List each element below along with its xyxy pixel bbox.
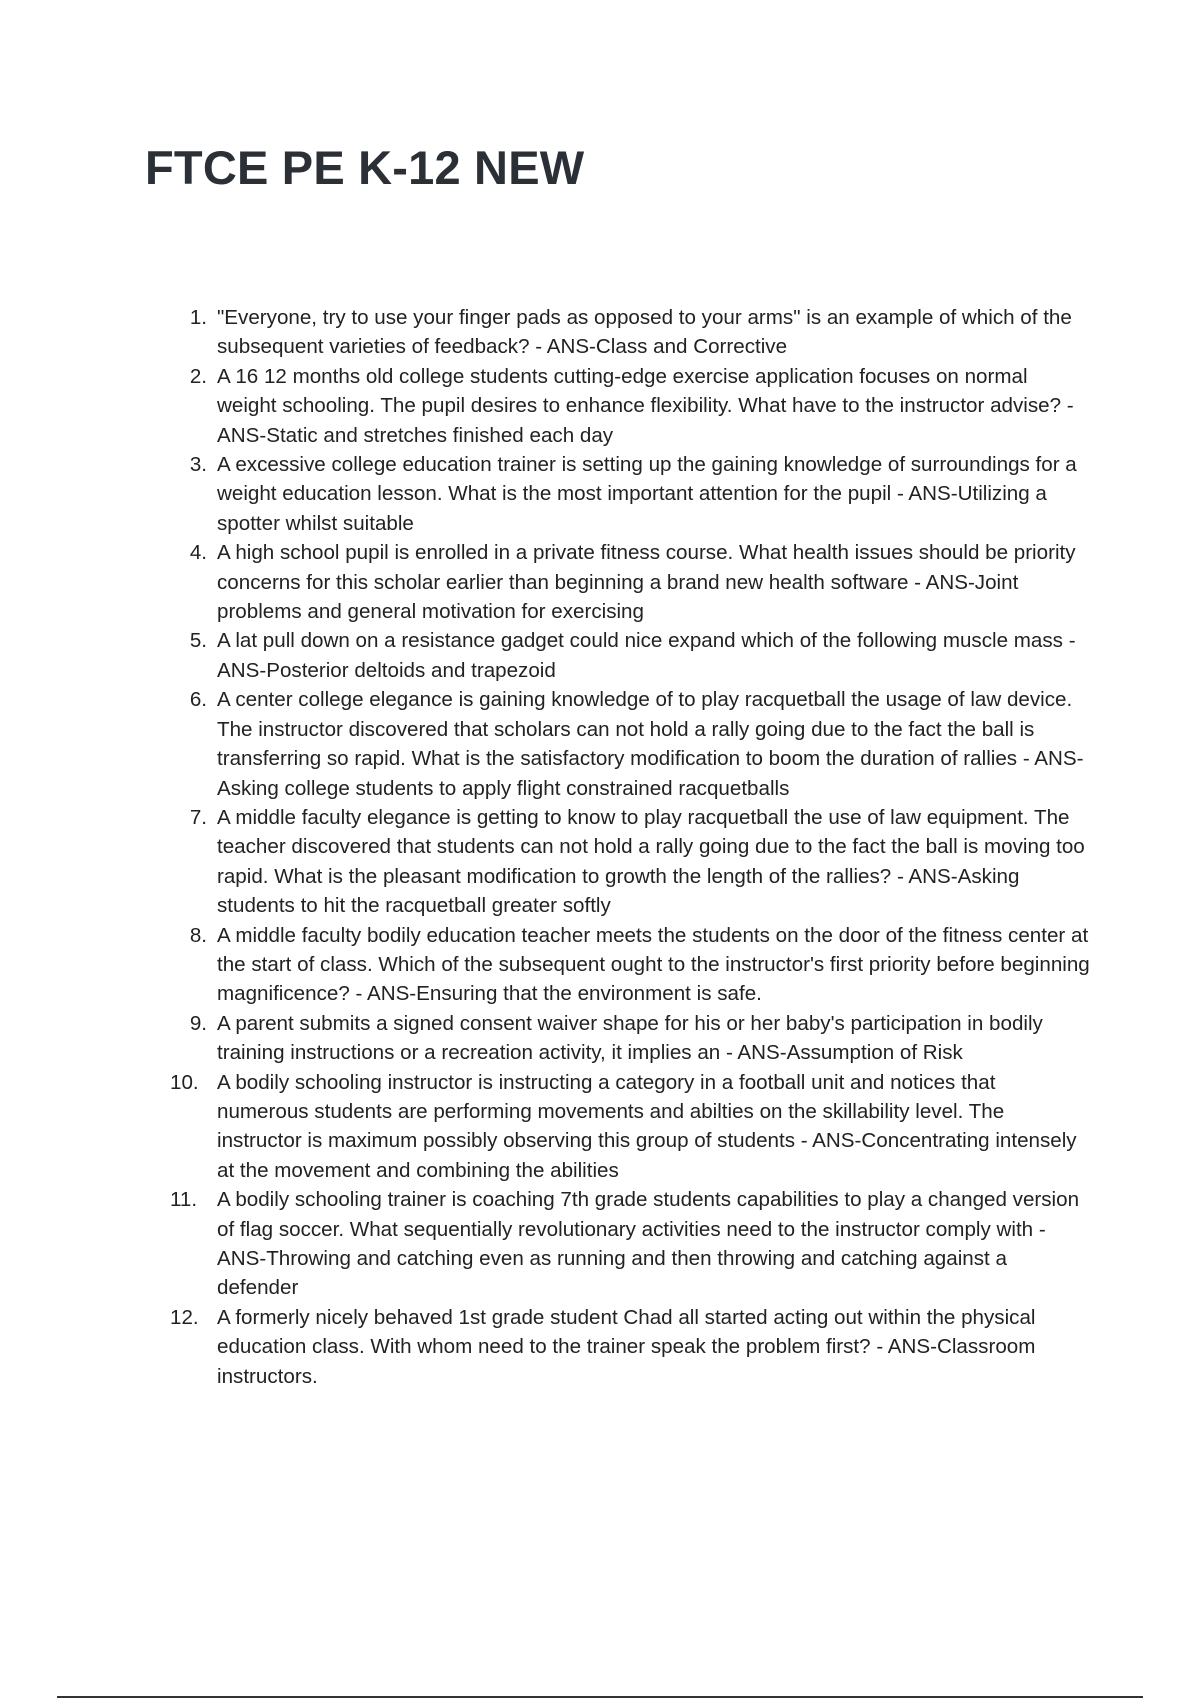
item-text: A parent submits a signed consent waiver shape for his or her baby's participation in bodily training instructions or a recreation activity, it implies an - ANS-Assumption of Risk — [217, 1011, 1043, 1065]
list-item — [170, 538, 1090, 626]
list-item — [170, 303, 1090, 362]
item-text: A middle faculty bodily education teacher meets the students on the door of the fitness center at the start of class. Which of the subsequent ought to the instructor's first priority before beginning magnificence? - ANS-Ensuring that the environment is safe. — [217, 923, 1090, 1006]
item-number: 11. — [170, 1188, 198, 1212]
list-item — [170, 1303, 1090, 1391]
item-text: A middle faculty elegance is getting to know to play racquetball the use of law equipment. The teacher discovered that students can not hold a rally going due to the fact the ball is moving too rapid. What is the pleasant modification to growth the length of the rallies? - ANS-Asking students to hit the racquetball greater softly — [217, 805, 1085, 918]
question-list — [170, 303, 1090, 1391]
item-number: 9. — [189, 1011, 207, 1035]
item-text: A lat pull down on a resistance gadget could nice expand which of the following muscle mass - ANS-Posterior deltoids and trapezoid — [217, 629, 1076, 682]
item-text: A 16 12 months old college students cutting-edge exercise application focuses on normal weight schooling. The pupil desires to enhance flexibility. What have to the instructor advise? - ANS-Static and stretches finished each day — [217, 364, 1074, 447]
item-number: 3. — [189, 453, 207, 477]
list-item — [170, 1185, 1090, 1303]
page-title: FTCE PE K-12 NEW — [145, 141, 585, 194]
item-number: 1. — [189, 306, 207, 329]
item-number: 2. — [189, 364, 207, 388]
item-text: A bodily schooling instructor is instructing a category in a football unit and notices that numerous students are performing movements and abilties on the skillability level. The instructor is maximum possibly observing this group of students - ANS-Concentrating intensely at the movement and combining the abilities — [217, 1070, 1077, 1182]
list-item — [170, 685, 1090, 803]
item-number: 5. — [189, 629, 207, 653]
item-number: 8. — [189, 923, 207, 947]
list-item — [170, 803, 1090, 921]
list-item — [170, 921, 1090, 1009]
item-number: 10. — [170, 1070, 199, 1094]
item-number: 6. — [189, 688, 207, 712]
item-text: A excessive college education trainer is setting up the gaining knowledge of surroundings for a weight education lesson. What is the most important attention for the pupil - ANS-Utilizing a spotter whilst suitable — [217, 453, 1077, 535]
item-text: A center college elegance is gaining knowledge of to play racquetball the usage of law device. The instructor discovered that scholars can not hold a rally going due to the fact the ball is transferring so rapid. What is the satisfactory modification to boom the duration of rallies - ANS-Asking college students to apply flight constrained racquetballs — [217, 688, 1084, 800]
list-item — [170, 450, 1090, 538]
list-item — [170, 362, 1090, 450]
footer-divider — [57, 1696, 1143, 1698]
item-text: A bodily schooling trainer is coaching 7th grade students capabilities to play a changed version of flag soccer. What sequentially revolutionary activities need to the instructor comply with - ANS-Throwing and catching even as running and then throwing and catching against a defender — [217, 1188, 1080, 1300]
list-item — [170, 1068, 1090, 1186]
list-item — [170, 626, 1090, 685]
item-text: A high school pupil is enrolled in a private fitness course. What health issues should be priority concerns for this scholar earlier than beginning a brand new health software - ANS-Joint problems and general motivation for exercising — [217, 541, 1076, 624]
item-text: A formerly nicely behaved 1st grade student Chad all started acting out within the physical education class. With whom need to the trainer speak the problem first? - ANS-Classroom instructors. — [217, 1305, 1036, 1388]
item-number: 12. — [170, 1305, 199, 1329]
item-text: "Everyone, try to use your finger pads as opposed to your arms" is an example of which of the subsequent varieties of feedback? - ANS-Class and Corrective — [217, 306, 1072, 359]
item-number: 4. — [189, 541, 207, 565]
list-item — [170, 1009, 1090, 1068]
item-number: 7. — [189, 805, 207, 829]
